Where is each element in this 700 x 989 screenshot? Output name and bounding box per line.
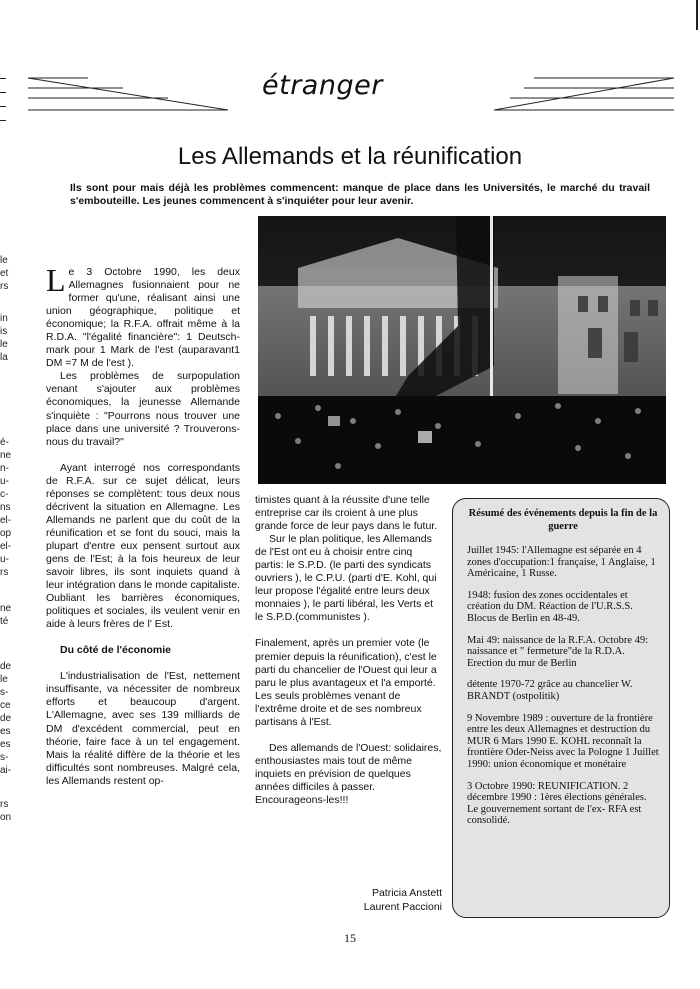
- margin-fragment: el-: [0, 515, 12, 526]
- margin-fragment: u-: [0, 476, 9, 487]
- margin-fragment: ai-: [0, 765, 12, 776]
- margin-fragment: is: [0, 326, 8, 337]
- edge-rule: [696, 0, 698, 30]
- timeline-sidebar: [452, 498, 670, 918]
- margin-fragment: de: [0, 713, 12, 724]
- margin-fragment: u-: [0, 554, 9, 565]
- header-wedge-right: [494, 76, 676, 116]
- paragraph: Des allemands de l'Ouest: solidaires, enthousiastes mais tout de même inquiets en prévision de quelques années difficiles à passer. Encourageons-les!!!: [255, 741, 442, 806]
- margin-fragment: é-: [0, 437, 9, 448]
- author-name: Patricia Anstett: [371, 887, 442, 899]
- margin-fragment: la: [0, 352, 8, 363]
- article-column-1: [46, 262, 240, 788]
- paragraph: L'industrialisation de l'Est, nettement insuffisante, va nécessiter de nombreux efforts et beaucoup d'argent. L'Allemagne, avec ses 139 milliards de DM d'excédent commercial, peut en théorie, faire face à un tel engagement. Mais la réalité diffère de la théorie et les difficultés sont nombreuses. Malgré cela, les Allemands restent op-: [46, 670, 240, 787]
- margin-fragment: s-: [0, 752, 9, 763]
- article-column-2: [255, 494, 442, 807]
- paragraph: Ayant interrogé nos correspondants de R.F.A. sur ce sujet délicat, leurs réponses se complètent: tous deux nous décrivent la situation en Allemagne. Les Allemands ne parlent que du coût de la réunification et se font du souci, mais la plupart d'entre eux pensent surtout aux gens de l'Est; à la fois heureux de leur savoir libres, ils sont inquiets quand à leur intégration dans le monde capitaliste. Oubliant les barrières économiques, politiques et sociales, ils veulent venir en aide à leurs frères de l' Est.: [46, 461, 240, 631]
- subheading: Du côté de l'économie: [60, 644, 172, 657]
- margin-rule: [0, 78, 6, 79]
- article-lead: Ils sont pour mais déjà les problèmes commencent: manque de place dans les Universités, le marché du travail s'embouteille. Les jeunes commencent à s'inquiéter pour leur avenir.: [70, 182, 650, 207]
- margin-rule: [0, 120, 6, 121]
- timeline-event: 9 Novembre 1989 : ouverture de la frontière entre les deux Allemagnes et destruction du MUR 6 Mars 1990 E. KOHL reconnaît la frontière Oder-Neiss avec la Pologne 1 Juillet 1990: union économique et monétaire: [467, 712, 659, 770]
- margin-fragment: es: [0, 739, 11, 750]
- margin-fragment: in: [0, 313, 8, 324]
- paragraph: Les problèmes de surpopulation venant s'ajouter aux problèmes économiques, la jeunesse Allemande s'inquiète : "Pourrons nous trouver une place dans une université ? Trouverons-nous du travail?": [46, 370, 240, 448]
- margin-fragment: op: [0, 528, 12, 539]
- margin-fragment: el-: [0, 541, 12, 552]
- reichstag-crowd-photo: [258, 216, 666, 484]
- timeline-event: 3 Octobre 1990: REUNIFICATION. 2 décembre 1990 : 1ères élections générales. Le gouvernement sortant de l'ex- RFA est consolidé.: [467, 780, 647, 827]
- margin-fragment: de: [0, 661, 12, 672]
- margin-fragment: rs: [0, 281, 9, 292]
- timeline-event: Mai 49: naissance de la R.F.A. Octobre 49: naissance et " fermeture"de la R.D.A. Erection du mur de Berlin: [467, 634, 649, 669]
- margin-fragment: ce: [0, 700, 11, 711]
- paragraph: Sur le plan politique, les Allemands de l'Est ont eu à choisir entre cinq partis: le S.P.D. (le parti des syndicats ouvriers ), le C.P.U. (parti d'E. Kohl, qui leur propose l'égalité entre leurs deux monnaies ), le parti libéral, les Verts et le S.P.D.(communistes ).: [255, 533, 437, 624]
- margin-rule: [0, 92, 6, 93]
- sidebar-title: Résumé des événements depuis la fin de la guerre: [468, 508, 658, 532]
- timeline-event: 1948: fusion des zones occidentales et création du DM. Réaction de l'U.R.S.S. Blocus de Berlin en 48-49.: [467, 589, 633, 624]
- paragraph: e 3 Octobre 1990, les deux Allemagnes fusionnaient pour ne former qu'une, réalisant ainsi une union géographique, politique et économique; la R.F.A. offrait même à la R.D.A. "l'égalité financière": 1 Deutsch-mark pour 1 Mark de l'est (auparavant1 DM =7 M de l'est ).: [46, 266, 240, 370]
- section-heading: étranger: [262, 70, 383, 101]
- margin-fragment: le: [0, 674, 8, 685]
- margin-fragment: on: [0, 812, 12, 823]
- margin-fragment: rs: [0, 567, 9, 578]
- paragraph: Finalement, après un premier vote (le premier depuis la réunification), c'est le parti du chancelier de l'Ouest qui leur a paru le plus avantageux et l'a emporté. Les seuls problèmes venant de l'extrême droite et de ses nombreux partisans à l'Est.: [255, 637, 437, 728]
- margin-fragment: té: [0, 616, 9, 627]
- timeline-event: détente 1970-72 grâce au chancelier W. BRANDT (ostpolitik): [467, 679, 633, 702]
- margin-fragment: le: [0, 339, 8, 350]
- author-name: Laurent Paccioni: [363, 901, 442, 913]
- margin-fragment: le: [0, 255, 8, 266]
- drop-cap: L: [46, 262, 66, 298]
- margin-rule: [0, 106, 6, 107]
- margin-fragment: ns: [0, 502, 11, 513]
- timeline-event: Juillet 1945: l'Allemagne est séparée en 4 zones d'occupation:1 française, 1 Anglaise, 1 Américaine, 1 Russe.: [467, 545, 656, 580]
- margin-fragment: et: [0, 268, 9, 279]
- margin-fragment: n-: [0, 463, 9, 474]
- article-title: Les Allemands et la réunification: [177, 143, 523, 170]
- paragraph: timistes quant à la réussite d'une telle entreprise car ils croient à une plus grande force de leur pays dans le futur.: [255, 494, 438, 533]
- margin-fragment: es: [0, 726, 11, 737]
- margin-fragment: ne: [0, 450, 12, 461]
- margin-fragment: rs: [0, 799, 9, 810]
- page-number: 15: [344, 931, 356, 945]
- photo-illustration: [258, 216, 666, 484]
- margin-fragment: s-: [0, 687, 9, 698]
- margin-fragment: c-: [0, 489, 9, 500]
- margin-fragment: ne: [0, 603, 12, 614]
- header-wedge-left: [28, 76, 234, 116]
